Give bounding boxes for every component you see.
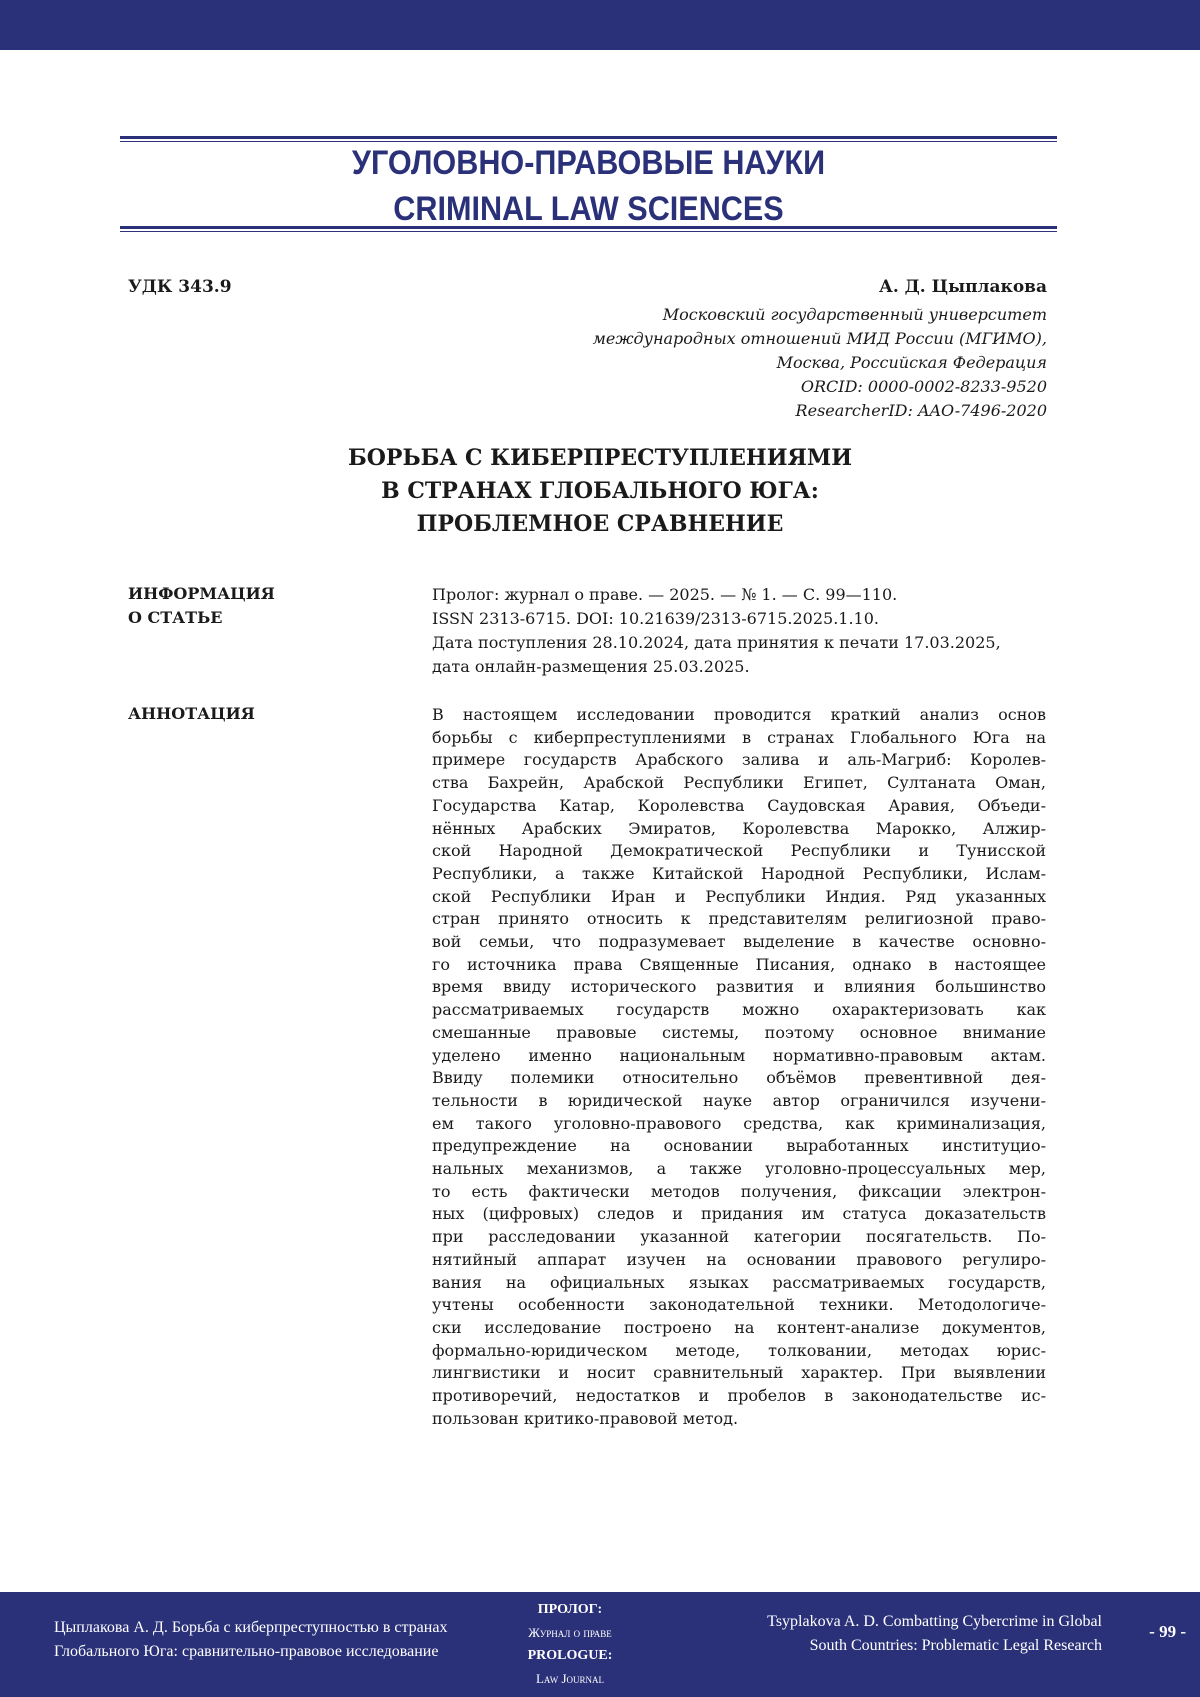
divider <box>120 226 1057 232</box>
abstract-line: пользован критико-правовой метод. <box>432 1408 739 1428</box>
author-affiliation <box>593 303 1047 423</box>
journal-name <box>490 1598 650 1690</box>
researcher-id: ResearcherID: AAO-7496-2020 <box>795 401 1047 420</box>
udk: УДК 343.9 <box>128 277 232 297</box>
journal-name-ru: ПРОЛОГ: <box>537 1602 603 1617</box>
orcid: ORCID: 0000-0002-8233-9520 <box>800 377 1047 396</box>
page-number: - 99 - <box>1149 1622 1186 1641</box>
abstract-line: уделено именно национальным нормативно-правовым актам. <box>432 1045 1046 1065</box>
abstract-line: борьбы с киберпреступлениями в странах Глобального Юга на <box>432 727 1046 747</box>
citation-line: Tsyplakova A. D. Combatting Cybercrime in Global <box>767 1613 1102 1630</box>
journal-subtitle-ru: Журнал о праве <box>528 1625 612 1640</box>
affiliation-line: международных отношений МИД России (МГИМО), <box>592 329 1047 348</box>
abstract-line: ных (цифровых) следов и придания им статуса доказательств <box>432 1204 1046 1224</box>
abstract-line: вания на официальных языках рассматриваемых государств, <box>432 1272 1046 1292</box>
journal-subtitle-en: Law Journal <box>535 1671 605 1686</box>
abstract-line: тельности в юридической науке автор ограничился изучени- <box>432 1090 1046 1110</box>
abstract-line: Государства Катар, Королевства Саудовская Аравия, Объеди- <box>432 795 1046 815</box>
abstract-line: го источника права Священные Писания, однако в настоящее <box>432 954 1046 974</box>
article-title <box>0 442 1200 541</box>
abstract-line: нённых Арабских Эмиратов, Королевства Марокко, Алжир- <box>432 818 1046 838</box>
abstract-line: смешанные правовые системы, поэтому основное внимание <box>432 1022 1046 1042</box>
section-title <box>167 140 1010 232</box>
abstract-line: противоречий, недостатков и пробелов в законодательстве ис- <box>432 1386 1046 1406</box>
abstract-label: АННОТАЦИЯ <box>128 704 255 723</box>
info-line: дата онлайн-размещения 25.03.2025. <box>432 657 750 676</box>
section-title-ru: УГОЛОВНО-ПРАВОВЫЕ НАУКИ <box>351 144 826 182</box>
abstract-line: рассматриваемых государств можно охарактеризовать как <box>432 1000 1046 1020</box>
abstract-line: В настоящем исследовании проводится краткий анализ основ <box>432 705 1046 724</box>
info-label <box>128 582 275 630</box>
affiliation-line: Московский государственный университет <box>662 305 1047 324</box>
footer-citation-ru: Цыплакова А. Д. Борьба с киберпреступностью в странах Глобального Юга: сравнительно-правовое исследование <box>54 1619 448 1660</box>
affiliation-line: Москва, Российская Федерация <box>776 353 1047 372</box>
abstract-line: учтены особенности законодательной техники. Методологиче- <box>432 1295 1046 1315</box>
abstract-line: Республики, а также Китайской Народной Республики, Ислам- <box>432 863 1046 883</box>
info-line: Дата поступления 28.10.2024, дата принятия к печати 17.03.2025, <box>432 633 1001 652</box>
citation-line: South Countries: Problematic Legal Research <box>809 1637 1102 1654</box>
abstract-line: примере государств Арабского залива и аль-Магриб: Королев- <box>432 750 1046 770</box>
abstract-line: ской Республики Иран и Республики Индия. Ряд указанных <box>432 886 1046 906</box>
abstract-text <box>432 704 1046 1431</box>
article-info <box>432 583 1046 679</box>
journal-name-en: PROLOGUE: <box>527 1648 613 1663</box>
abstract-line: стран принято относить к представителям религиозной право- <box>432 909 1046 929</box>
info-line: Пролог: журнал о праве. — 2025. — № 1. — С. 99—110. <box>432 585 898 604</box>
abstract-line: нальных механизмов, а также уголовно-процессуальных мер, <box>432 1159 1046 1179</box>
info-line: ISSN 2313-6715. DOI: 10.21639/2313-6715.2025.1.10. <box>432 609 879 628</box>
header-bar <box>0 0 1200 50</box>
abstract-line: то есть фактически методов получения, фиксации электрон- <box>432 1181 1046 1201</box>
label-line: О СТАТЬЕ <box>128 608 223 627</box>
abstract-line: Ввиду полемики относительно объёмов превентивной дея- <box>432 1068 1046 1088</box>
footer <box>0 1592 1200 1697</box>
abstract-line: при расследовании указанной категории посягательств. По- <box>432 1227 1046 1247</box>
abstract-line: ской Народной Демократической Республики и Тунисской <box>432 841 1046 861</box>
title-line: ПРОБЛЕМНОЕ СРАВНЕНИЕ <box>416 511 784 537</box>
author-name: А. Д. Цыплакова <box>879 277 1047 297</box>
abstract-line: предупреждение на основании выработанных институцио- <box>432 1136 1046 1156</box>
abstract-line: нятийный аппарат изучен на основании правового регулиро- <box>432 1249 1046 1269</box>
abstract-line: ства Бахрейн, Арабской Республики Египет, Султаната Оман, <box>432 773 1046 793</box>
abstract-line: время ввиду исторического развития и влияния большинство <box>432 977 1046 997</box>
title-line: БОРЬБА С КИБЕРПРЕСТУПЛЕНИЯМИ <box>347 445 853 471</box>
section-title-en: CRIMINAL LAW SCIENCES <box>393 190 784 228</box>
abstract-line: ски исследование построено на контент-анализе документов, <box>432 1317 1046 1337</box>
abstract-line: формально-юридическом методе, толковании, методах юрис- <box>432 1340 1046 1360</box>
abstract-line: вой семьи, что подразумевает выделение в качестве основно- <box>432 932 1046 952</box>
title-line: В СТРАНАХ ГЛОБАЛЬНОГО ЮГА: <box>381 478 819 504</box>
label-line: ИНФОРМАЦИЯ <box>128 584 275 603</box>
footer-citation-en <box>767 1610 1102 1658</box>
abstract-line: лингвистики и носит сравнительный характер. При выявлении <box>432 1363 1046 1383</box>
abstract-line: ем такого уголовно-правового средства, как криминализация, <box>432 1113 1046 1133</box>
